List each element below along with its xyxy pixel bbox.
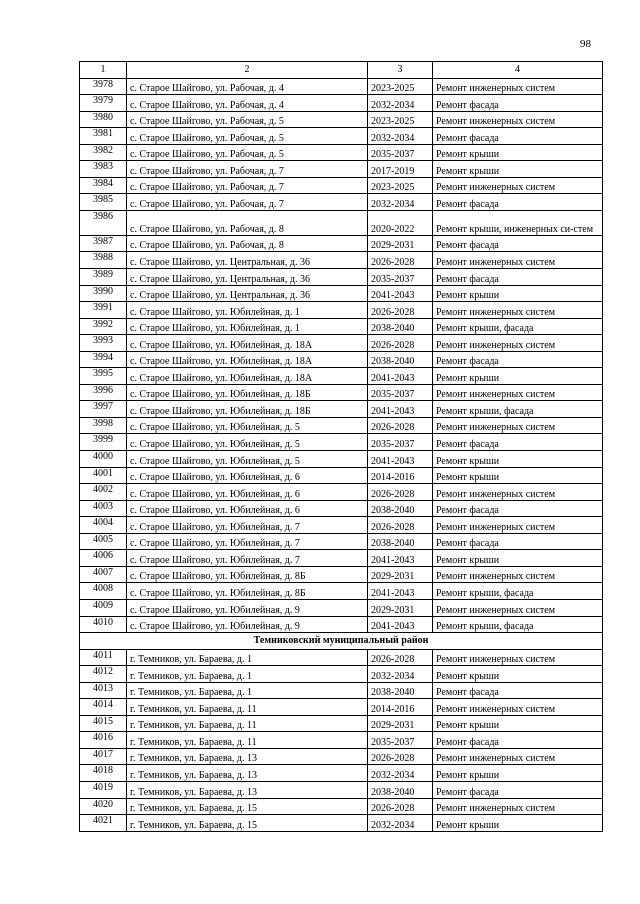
address: с. Старое Шайгово, ул. Юбилейная, д. 6 bbox=[127, 467, 368, 484]
period: 2038-2040 bbox=[368, 318, 433, 335]
address: с. Старое Шайгово, ул. Рабочая, д. 7 bbox=[127, 161, 368, 178]
period: 2032-2034 bbox=[368, 95, 433, 112]
period: 2017-2019 bbox=[368, 161, 433, 178]
work-type: Ремонт инженерных систем bbox=[433, 699, 603, 716]
address: с. Старое Шайгово, ул. Рабочая, д. 4 bbox=[127, 78, 368, 95]
table-row bbox=[80, 599, 603, 616]
period: 2032-2034 bbox=[368, 815, 433, 832]
table-row bbox=[80, 781, 603, 798]
period: 2032-2034 bbox=[368, 666, 433, 683]
period: 2032-2034 bbox=[368, 128, 433, 145]
work-type: Ремонт крыши, фасада bbox=[433, 583, 603, 600]
work-type: Ремонт фасада bbox=[433, 500, 603, 517]
table-row bbox=[80, 335, 603, 352]
row-number: 4000 bbox=[80, 451, 127, 468]
address: с. Старое Шайгово, ул. Юбилейная, д. 6 bbox=[127, 500, 368, 517]
work-type: Ремонт крыши bbox=[433, 765, 603, 782]
work-type: Ремонт крыши bbox=[433, 550, 603, 567]
address: с. Старое Шайгово, ул. Юбилейная, д. 7 bbox=[127, 533, 368, 550]
table-row bbox=[80, 401, 603, 418]
row-number: 4007 bbox=[80, 566, 127, 583]
row-number: 4002 bbox=[80, 484, 127, 501]
table-row bbox=[80, 95, 603, 112]
address: с. Старое Шайгово, ул. Юбилейная, д. 18А bbox=[127, 368, 368, 385]
period: 2038-2040 bbox=[368, 682, 433, 699]
period: 2026-2028 bbox=[368, 798, 433, 815]
address: г. Темников, ул. Бараева, д. 1 bbox=[127, 682, 368, 699]
section-row-group bbox=[80, 633, 603, 650]
table-row bbox=[80, 434, 603, 451]
address: с. Старое Шайгово, ул. Юбилейная, д. 5 bbox=[127, 451, 368, 468]
table-row bbox=[80, 500, 603, 517]
table-row bbox=[80, 467, 603, 484]
address: с. Старое Шайгово, ул. Рабочая, д. 4 bbox=[127, 95, 368, 112]
row-number: 3999 bbox=[80, 434, 127, 451]
period: 2026-2028 bbox=[368, 252, 433, 269]
work-type: Ремонт инженерных систем bbox=[433, 417, 603, 434]
row-number: 3980 bbox=[80, 111, 127, 128]
work-type: Ремонт инженерных систем bbox=[433, 566, 603, 583]
work-type: Ремонт инженерных систем bbox=[433, 384, 603, 401]
row-number: 4003 bbox=[80, 500, 127, 517]
work-type: Ремонт фасада bbox=[433, 682, 603, 699]
period: 2026-2028 bbox=[368, 335, 433, 352]
work-type: Ремонт фасада bbox=[433, 533, 603, 550]
table-row bbox=[80, 318, 603, 335]
period: 2038-2040 bbox=[368, 781, 433, 798]
address: с. Старое Шайгово, ул. Юбилейная, д. 8Б bbox=[127, 583, 368, 600]
period: 2041-2043 bbox=[368, 616, 433, 633]
table-row bbox=[80, 78, 603, 95]
row-number: 4021 bbox=[80, 815, 127, 832]
period: 2041-2043 bbox=[368, 550, 433, 567]
work-type: Ремонт инженерных систем bbox=[433, 798, 603, 815]
address: с. Старое Шайгово, ул. Центральная, д. 36 bbox=[127, 285, 368, 302]
address: с. Старое Шайгово, ул. Рабочая, д. 7 bbox=[127, 194, 368, 211]
period: 2041-2043 bbox=[368, 285, 433, 302]
row-number: 3986 bbox=[80, 210, 127, 235]
table-row bbox=[80, 285, 603, 302]
table-row bbox=[80, 682, 603, 699]
period: 2035-2037 bbox=[368, 434, 433, 451]
table-row bbox=[80, 368, 603, 385]
table-row bbox=[80, 517, 603, 534]
table-row bbox=[80, 351, 603, 368]
work-type: Ремонт фасада bbox=[433, 351, 603, 368]
work-type: Ремонт крыши, фасада bbox=[433, 616, 603, 633]
period: 2038-2040 bbox=[368, 533, 433, 550]
address: с. Старое Шайгово, ул. Юбилейная, д. 1 bbox=[127, 318, 368, 335]
row-number: 3997 bbox=[80, 401, 127, 418]
period: 2014-2016 bbox=[368, 699, 433, 716]
row-number: 4015 bbox=[80, 715, 127, 732]
address: г. Темников, ул. Бараева, д. 13 bbox=[127, 765, 368, 782]
address: с. Старое Шайгово, ул. Юбилейная, д. 18А bbox=[127, 335, 368, 352]
address: с. Старое Шайгово, ул. Центральная, д. 36 bbox=[127, 269, 368, 286]
work-type: Ремонт крыши bbox=[433, 161, 603, 178]
address: г. Темников, ул. Бараева, д. 11 bbox=[127, 699, 368, 716]
period: 2026-2028 bbox=[368, 517, 433, 534]
address: с. Старое Шайгово, ул. Рабочая, д. 8 bbox=[127, 235, 368, 252]
address: г. Темников, ул. Бараева, д. 13 bbox=[127, 781, 368, 798]
table-row bbox=[80, 252, 603, 269]
address: с. Старое Шайгово, ул. Юбилейная, д. 18А bbox=[127, 351, 368, 368]
row-number: 4014 bbox=[80, 699, 127, 716]
period: 2035-2037 bbox=[368, 144, 433, 161]
address: с. Старое Шайгово, ул. Рабочая, д. 7 bbox=[127, 177, 368, 194]
row-number: 3994 bbox=[80, 351, 127, 368]
address: г. Темников, ул. Бараева, д. 11 bbox=[127, 732, 368, 749]
table-row bbox=[80, 177, 603, 194]
address: с. Старое Шайгово, ул. Юбилейная, д. 8Б bbox=[127, 566, 368, 583]
row-number: 3993 bbox=[80, 335, 127, 352]
address: г. Темников, ул. Бараева, д. 1 bbox=[127, 649, 368, 666]
address: с. Старое Шайгово, ул. Рабочая, д. 5 bbox=[127, 128, 368, 145]
work-type: Ремонт фасада bbox=[433, 194, 603, 211]
address: с. Старое Шайгово, ул. Юбилейная, д. 5 bbox=[127, 417, 368, 434]
row-number: 4001 bbox=[80, 467, 127, 484]
section-title: Темниковский муниципальный район bbox=[80, 633, 603, 650]
period: 2041-2043 bbox=[368, 368, 433, 385]
period: 2035-2037 bbox=[368, 384, 433, 401]
work-type: Ремонт крыши, фасада bbox=[433, 318, 603, 335]
work-type: Ремонт крыши, фасада bbox=[433, 401, 603, 418]
period: 2038-2040 bbox=[368, 500, 433, 517]
address: с. Старое Шайгово, ул. Юбилейная, д. 9 bbox=[127, 616, 368, 633]
period: 2023-2025 bbox=[368, 78, 433, 95]
row-number: 3989 bbox=[80, 269, 127, 286]
work-type: Ремонт крыши bbox=[433, 144, 603, 161]
table-row bbox=[80, 748, 603, 765]
period: 2023-2025 bbox=[368, 111, 433, 128]
work-type: Ремонт крыши bbox=[433, 467, 603, 484]
period: 2029-2031 bbox=[368, 566, 433, 583]
row-number: 3985 bbox=[80, 194, 127, 211]
header-col-2: 2 bbox=[127, 62, 368, 79]
row-number: 3979 bbox=[80, 95, 127, 112]
work-type: Ремонт инженерных систем bbox=[433, 111, 603, 128]
table-row bbox=[80, 583, 603, 600]
period: 2041-2043 bbox=[368, 401, 433, 418]
table-row bbox=[80, 550, 603, 567]
work-type: Ремонт инженерных систем bbox=[433, 748, 603, 765]
period: 2026-2028 bbox=[368, 302, 433, 319]
row-number: 3992 bbox=[80, 318, 127, 335]
work-type: Ремонт инженерных систем bbox=[433, 335, 603, 352]
work-type: Ремонт инженерных систем bbox=[433, 649, 603, 666]
row-number: 4010 bbox=[80, 616, 127, 633]
row-number: 3988 bbox=[80, 252, 127, 269]
row-number: 3991 bbox=[80, 302, 127, 319]
table-row bbox=[80, 732, 603, 749]
period: 2029-2031 bbox=[368, 235, 433, 252]
table-row bbox=[80, 417, 603, 434]
address: с. Старое Шайгово, ул. Рабочая, д. 5 bbox=[127, 111, 368, 128]
work-type: Ремонт крыши bbox=[433, 666, 603, 683]
table-row bbox=[80, 699, 603, 716]
row-number: 3983 bbox=[80, 161, 127, 178]
work-type: Ремонт фасада bbox=[433, 95, 603, 112]
table-row bbox=[80, 111, 603, 128]
row-number: 3978 bbox=[80, 78, 127, 95]
table-row bbox=[80, 715, 603, 732]
section-row bbox=[80, 633, 603, 650]
table-row bbox=[80, 798, 603, 815]
row-number: 4004 bbox=[80, 517, 127, 534]
table-row bbox=[80, 302, 603, 319]
row-number: 3998 bbox=[80, 417, 127, 434]
row-number: 3981 bbox=[80, 128, 127, 145]
work-type: Ремонт фасада bbox=[433, 781, 603, 798]
row-number: 4019 bbox=[80, 781, 127, 798]
page-number: 98 bbox=[580, 38, 591, 50]
work-type: Ремонт крыши bbox=[433, 815, 603, 832]
address: с. Старое Шайгово, ул. Юбилейная, д. 7 bbox=[127, 550, 368, 567]
row-number: 3984 bbox=[80, 177, 127, 194]
table-row bbox=[80, 161, 603, 178]
period: 2032-2034 bbox=[368, 765, 433, 782]
address: с. Старое Шайгово, ул. Рабочая, д. 8 bbox=[127, 210, 368, 235]
address: г. Темников, ул. Бараева, д. 1 bbox=[127, 666, 368, 683]
work-type: Ремонт фасада bbox=[433, 434, 603, 451]
work-type: Ремонт фасада bbox=[433, 732, 603, 749]
period: 2029-2031 bbox=[368, 715, 433, 732]
work-type: Ремонт инженерных систем bbox=[433, 302, 603, 319]
address: с. Старое Шайгово, ул. Юбилейная, д. 6 bbox=[127, 484, 368, 501]
table-row bbox=[80, 649, 603, 666]
table-body-part-a bbox=[80, 78, 603, 633]
row-number: 4006 bbox=[80, 550, 127, 567]
table-row bbox=[80, 144, 603, 161]
header-col-4: 4 bbox=[433, 62, 603, 79]
work-type: Ремонт инженерных систем bbox=[433, 177, 603, 194]
address: г. Темников, ул. Бараева, д. 15 bbox=[127, 815, 368, 832]
work-type: Ремонт инженерных систем bbox=[433, 252, 603, 269]
period: 2026-2028 bbox=[368, 649, 433, 666]
period: 2014-2016 bbox=[368, 467, 433, 484]
table-row bbox=[80, 533, 603, 550]
address: г. Темников, ул. Бараева, д. 11 bbox=[127, 715, 368, 732]
period: 2035-2037 bbox=[368, 269, 433, 286]
address: г. Темников, ул. Бараева, д. 13 bbox=[127, 748, 368, 765]
header-row bbox=[80, 62, 603, 79]
period: 2026-2028 bbox=[368, 417, 433, 434]
row-number: 4009 bbox=[80, 599, 127, 616]
work-type: Ремонт крыши, инженерных си-стем bbox=[433, 210, 603, 235]
period: 2026-2028 bbox=[368, 484, 433, 501]
row-number: 4016 bbox=[80, 732, 127, 749]
table-row bbox=[80, 765, 603, 782]
row-number: 3982 bbox=[80, 144, 127, 161]
address: с. Старое Шайгово, ул. Юбилейная, д. 9 bbox=[127, 599, 368, 616]
table-body-part-b bbox=[80, 649, 603, 831]
row-number: 4008 bbox=[80, 583, 127, 600]
table-row bbox=[80, 235, 603, 252]
row-number: 4020 bbox=[80, 798, 127, 815]
table-row bbox=[80, 451, 603, 468]
address: с. Старое Шайгово, ул. Юбилейная, д. 1 bbox=[127, 302, 368, 319]
work-type: Ремонт фасада bbox=[433, 235, 603, 252]
period: 2041-2043 bbox=[368, 583, 433, 600]
address: с. Старое Шайгово, ул. Рабочая, д. 5 bbox=[127, 144, 368, 161]
period: 2041-2043 bbox=[368, 451, 433, 468]
address: с. Старое Шайгово, ул. Юбилейная, д. 18Б bbox=[127, 384, 368, 401]
address: с. Старое Шайгово, ул. Юбилейная, д. 5 bbox=[127, 434, 368, 451]
table-row bbox=[80, 194, 603, 211]
row-number: 4018 bbox=[80, 765, 127, 782]
period: 2020-2022 bbox=[368, 210, 433, 235]
table-row bbox=[80, 566, 603, 583]
address: с. Старое Шайгово, ул. Центральная, д. 36 bbox=[127, 252, 368, 269]
table-row bbox=[80, 384, 603, 401]
header-col-3: 3 bbox=[368, 62, 433, 79]
table-row bbox=[80, 484, 603, 501]
table-row bbox=[80, 269, 603, 286]
work-type: Ремонт крыши bbox=[433, 451, 603, 468]
table-row bbox=[80, 666, 603, 683]
row-number: 4013 bbox=[80, 682, 127, 699]
table-row bbox=[80, 616, 603, 633]
period: 2023-2025 bbox=[368, 177, 433, 194]
work-type: Ремонт крыши bbox=[433, 715, 603, 732]
address: с. Старое Шайгово, ул. Юбилейная, д. 7 bbox=[127, 517, 368, 534]
row-number: 3990 bbox=[80, 285, 127, 302]
address: с. Старое Шайгово, ул. Юбилейная, д. 18Б bbox=[127, 401, 368, 418]
period: 2032-2034 bbox=[368, 194, 433, 211]
period: 2035-2037 bbox=[368, 732, 433, 749]
row-number: 3996 bbox=[80, 384, 127, 401]
work-type: Ремонт фасада bbox=[433, 269, 603, 286]
row-number: 4012 bbox=[80, 666, 127, 683]
work-type: Ремонт инженерных систем bbox=[433, 599, 603, 616]
table-row bbox=[80, 128, 603, 145]
period: 2029-2031 bbox=[368, 599, 433, 616]
table-row bbox=[80, 210, 603, 235]
work-type: Ремонт крыши bbox=[433, 368, 603, 385]
period: 2038-2040 bbox=[368, 351, 433, 368]
work-type: Ремонт инженерных систем bbox=[433, 517, 603, 534]
header-col-1: 1 bbox=[80, 62, 127, 79]
work-type: Ремонт инженерных систем bbox=[433, 484, 603, 501]
period: 2026-2028 bbox=[368, 748, 433, 765]
row-number: 3995 bbox=[80, 368, 127, 385]
row-number: 4005 bbox=[80, 533, 127, 550]
work-type: Ремонт фасада bbox=[433, 128, 603, 145]
row-number: 3987 bbox=[80, 235, 127, 252]
work-type: Ремонт крыши bbox=[433, 285, 603, 302]
address: г. Темников, ул. Бараева, д. 15 bbox=[127, 798, 368, 815]
table-row bbox=[80, 815, 603, 832]
row-number: 4011 bbox=[80, 649, 127, 666]
repair-schedule-table bbox=[79, 61, 603, 832]
work-type: Ремонт инженерных систем bbox=[433, 78, 603, 95]
row-number: 4017 bbox=[80, 748, 127, 765]
